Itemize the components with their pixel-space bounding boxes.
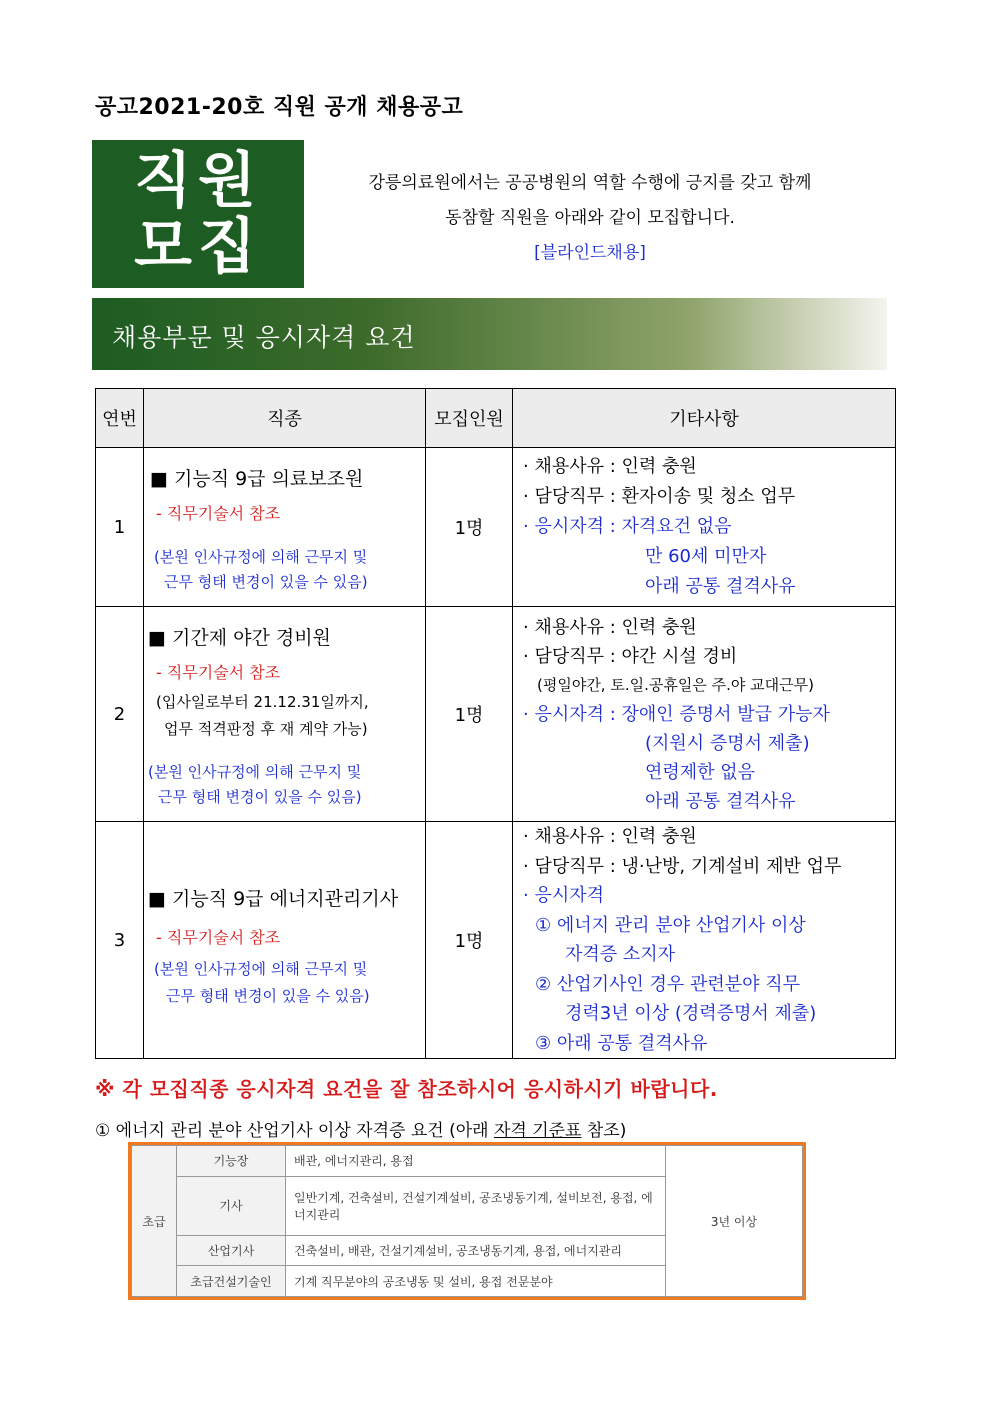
note-line: ② 산업기사인 경우 관련분야 직무: [535, 973, 801, 995]
note-line: · 담당직무 : 야간 시설 경비: [523, 645, 738, 667]
note-line: · 담당직무 : 환자이송 및 청소 업무: [523, 486, 796, 507]
criteria-table: [131, 1145, 803, 1297]
criteria-table-frame: [128, 1142, 806, 1300]
row-no: 1: [96, 448, 144, 607]
row-type: [144, 822, 426, 1059]
subtitle-suffix: 참조): [581, 1121, 627, 1141]
intro-line2: 동참할 직원을 아래와 같이 모집합니다.: [445, 208, 735, 228]
section-banner: [92, 298, 887, 370]
row-type: [144, 448, 426, 607]
criteria-fields: 일반기계, 건축설비, 건설기계설비, 공조냉동기계, 설비보전, 용접, 에너지관리: [286, 1176, 666, 1235]
row-count: 1명: [426, 448, 513, 607]
note-line: · 채용사유 : 인력 충원: [523, 456, 697, 477]
job-ref: - 직무기술서 참조: [156, 663, 281, 682]
criteria-table-link: 자격 기준표: [493, 1121, 582, 1141]
intro-line1: 강릉의료원에서는 공공병원의 역할 수행에 긍지를 갖고 함께: [368, 173, 812, 193]
note-line: ① 에너지 관리 분야 산업기사 이상: [535, 914, 806, 936]
criteria-fields: 기계 직무분야의 공조냉동 및 설비, 용접 전문분야: [286, 1266, 666, 1297]
job-note: 근무 형태 변경이 있을 수 있음): [158, 788, 362, 806]
job-note: 근무 형태 변경이 있을 수 있음): [166, 987, 370, 1005]
table-header-row: [96, 389, 896, 448]
note-line: · 채용사유 : 인력 충원: [523, 826, 697, 847]
section-title: 채용부문 및 응시자격 요건: [112, 323, 416, 352]
job-ref: - 직무기술서 참조: [156, 504, 281, 523]
apply-notice: ※ 각 모집직종 응시자격 요건을 잘 참조하시어 응시하시기 바랍니다.: [95, 1077, 718, 1101]
job-extra: (입사일로부터 21.12.31일까지,: [156, 693, 369, 711]
subtitle-prefix: ① 에너지 관리 분야 산업기사 이상 자격증 요건 (아래: [95, 1121, 494, 1141]
job-note: 근무 형태 변경이 있을 수 있음): [164, 573, 368, 591]
note-line: 경력3년 이상 (경력증명서 제출): [565, 1003, 817, 1024]
job-ref: - 직무기술서 참조: [156, 928, 281, 947]
row-count: 1명: [426, 822, 513, 1059]
criteria-fields: 건축설비, 배관, 건설기계설비, 공조냉동기계, 용접, 에너지관리: [286, 1235, 666, 1266]
job-title: ■ 기능직 9급 의료보조원: [150, 468, 364, 490]
criteria-level: 기능장: [177, 1146, 286, 1177]
criteria-level: 초급건설기술인: [177, 1266, 286, 1297]
criteria-years: 3년 이상: [666, 1146, 803, 1297]
job-extra: 업무 적격판정 후 재 계약 가능): [164, 720, 368, 738]
logo-line1: 직원: [134, 146, 262, 216]
note-line: · 채용사유 : 인력 충원: [523, 616, 697, 638]
page-title: 공고2021-20호 직원 공개 채용공고: [95, 95, 464, 120]
jobs-table: [95, 388, 896, 1059]
table-row: [96, 448, 896, 607]
table-row: [96, 607, 896, 822]
note-line: (평일야간, 토.일.공휴일은 주.야 교대근무): [537, 675, 814, 694]
note-line: · 응시자격 : 장애인 증명서 발급 가능자: [523, 703, 830, 725]
row-no: 2: [96, 607, 144, 822]
job-title: ■ 기능직 9급 에너지관리기사: [148, 888, 399, 910]
table-row: [132, 1146, 803, 1177]
note-line: 만 60세 미만자: [645, 546, 767, 567]
row-type: [144, 607, 426, 822]
job-note: (본원 인사규정에 의해 근무지 및: [154, 960, 368, 978]
row-notes: [513, 822, 896, 1059]
note-line: 연령제한 없음: [645, 761, 756, 783]
row-no: 3: [96, 822, 144, 1059]
row-notes: [513, 607, 896, 822]
criteria-level: 산업기사: [177, 1235, 286, 1266]
note-line: 자격증 소지자: [565, 944, 676, 965]
note-line: 아래 공통 결격사유: [645, 790, 796, 812]
job-note: (본원 인사규정에 의해 근무지 및: [148, 763, 362, 781]
criteria-group: 초급: [132, 1146, 177, 1297]
note-line: 아래 공통 결격사유: [645, 576, 796, 597]
criteria-fields: 배관, 에너지관리, 용접: [286, 1146, 666, 1177]
header-count: 모집인원: [426, 389, 513, 448]
note-line: (지원시 증명서 제출): [645, 732, 810, 754]
note-line: · 응시자격: [523, 885, 604, 906]
header-no: 연번: [96, 389, 144, 448]
note-line: ③ 아래 공통 결격사유: [535, 1032, 708, 1054]
note-line: · 담당직무 : 냉·난방, 기계설비 제반 업무: [523, 855, 842, 877]
header-notes: 기타사항: [513, 389, 896, 448]
logo-line2: 모집: [134, 212, 262, 282]
row-count: 1명: [426, 607, 513, 822]
criteria-level: 기사: [177, 1176, 286, 1235]
row-notes: [513, 448, 896, 607]
qualification-subtitle: [95, 1116, 626, 1141]
header-type: 직종: [144, 389, 426, 448]
recruit-logo: [92, 140, 304, 288]
blind-recruit-tag: [블라인드채용]: [534, 243, 646, 263]
job-title: ■ 기간제 야간 경비원: [148, 627, 331, 649]
note-line: · 응시자격 : 자격요건 없음: [523, 516, 732, 537]
job-note: (본원 인사규정에 의해 근무지 및: [154, 548, 368, 566]
table-row: [96, 822, 896, 1059]
